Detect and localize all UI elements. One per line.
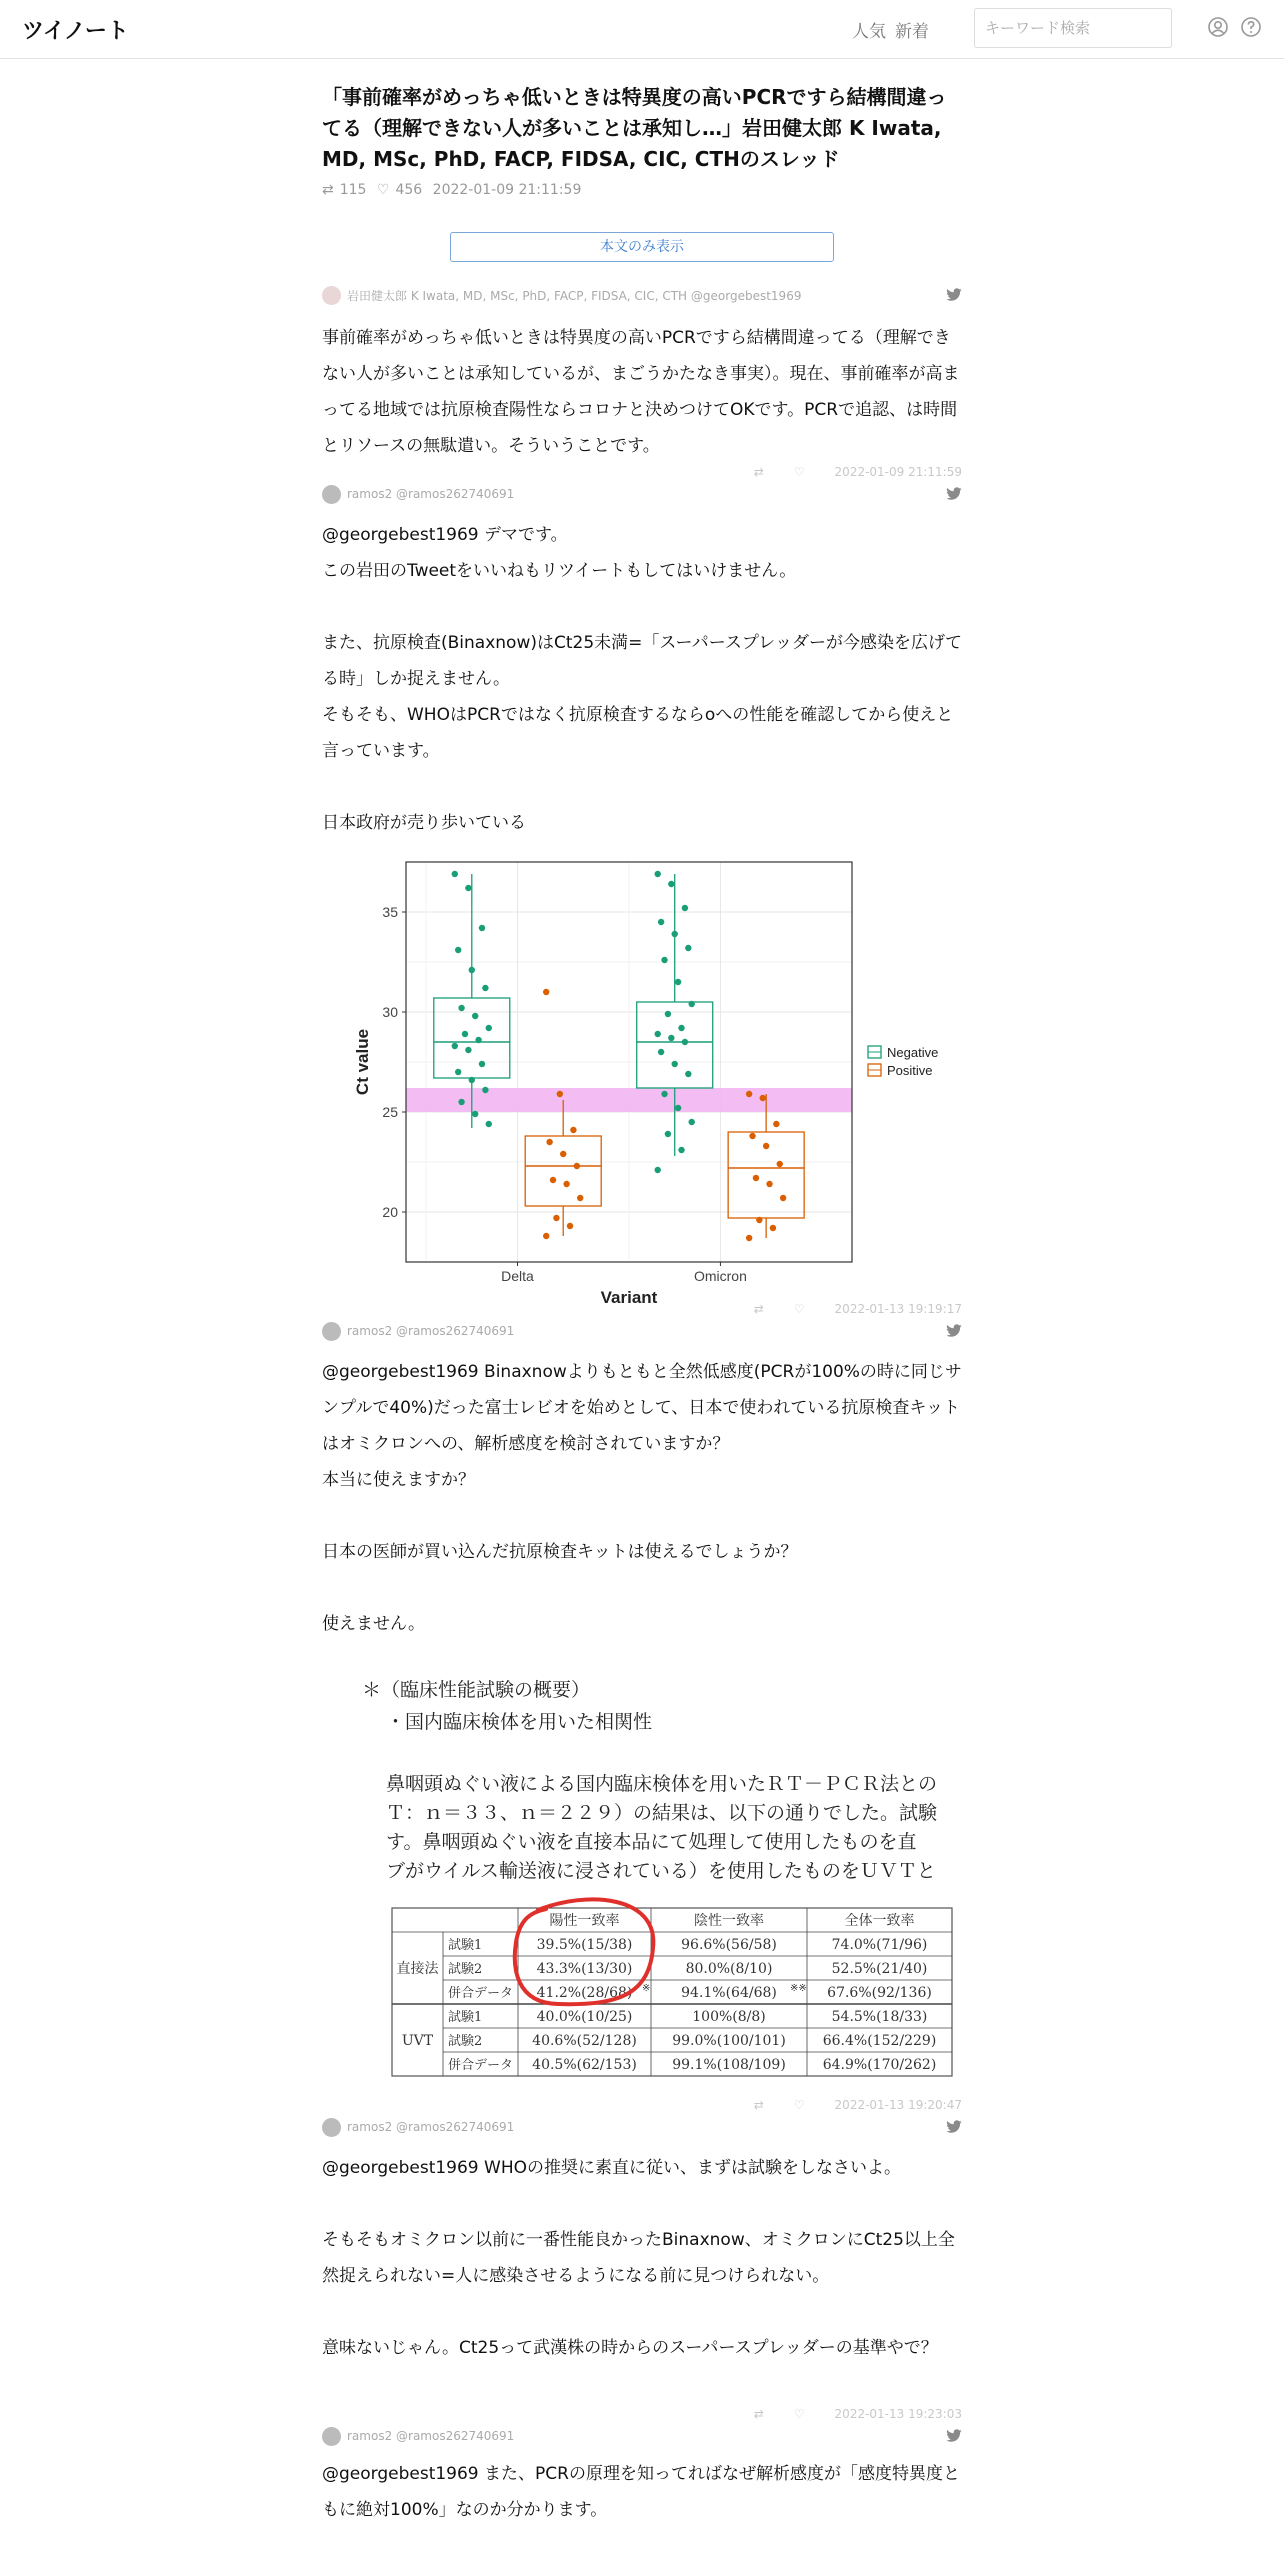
data-point — [753, 1175, 759, 1181]
avatar[interactable] — [322, 286, 341, 305]
data-point — [462, 1031, 468, 1037]
nav-popular[interactable]: 人気 — [852, 22, 886, 42]
y-tick-label: 30 — [382, 1004, 398, 1020]
ct-value-boxplot — [352, 850, 972, 1310]
data-point — [543, 989, 549, 995]
retweet-icon[interactable]: ⇄ — [753, 465, 764, 479]
like-count: 456 — [395, 182, 423, 198]
data-point — [479, 1061, 485, 1067]
retweet-icon: ⇄ — [322, 182, 334, 198]
y-axis-label: Ct value — [353, 1028, 372, 1096]
table-cell: 80.0%(8/10) — [685, 1961, 773, 1977]
tweet-time[interactable]: 2022-01-13 19:23:03 — [834, 2407, 962, 2421]
avatar[interactable] — [322, 485, 341, 504]
data-point — [665, 1131, 671, 1137]
table-cell: 96.6%(56/58) — [681, 1937, 777, 1953]
data-point — [655, 1031, 661, 1037]
heart-icon[interactable]: ♡ — [793, 2098, 805, 2112]
x-tick-label: Delta — [501, 1268, 534, 1284]
excerpt-line: Ｔ：ｎ＝３３、ｎ＝２２９）の結果は、以下の通りでした。試験 — [386, 1802, 938, 1824]
table-cell: 52.5%(21/40) — [831, 1961, 928, 1977]
data-point — [672, 1061, 678, 1067]
tweet-text: @georgebest1969 デマです。 この岩田のTweetをいいねもリツイートもしてはいけません。 また、抗原検査(Binaxnow)はCt25未満=「スーパースプレッダーが今感染を広げてる時」しか捉えません。 そもそも、WHOはPCRではなく抗原検査するならoへの性能を確認してから使えと言っています。 日本政府が売り歩いている — [322, 525, 962, 833]
retweet-count: 115 — [339, 182, 367, 198]
table-header: 全体一致率 — [844, 1913, 915, 1929]
table-note-mark: ※※ — [790, 1983, 807, 1994]
tweet-author[interactable]: ramos2 @ramos262740691 — [347, 2429, 515, 2443]
tweet-text: @georgebest1969 WHOの推奨に素直に従い、まずは試験をしなさいよ。 そもそもオミクロン以前に一番性能良かったBinaxnow、オミクロンにCt25以上全然捉えられない=人に感染させるようになる前に見つけられない。 意味ないじゃん。Ct25って武漢株の時からのスーパースプレッダーの基準やで？ — [322, 2158, 955, 2358]
data-point — [675, 979, 681, 985]
data-point — [465, 885, 471, 891]
twitter-bird-icon[interactable] — [946, 288, 962, 302]
data-point — [557, 1091, 563, 1097]
twitter-bird-icon[interactable] — [946, 487, 962, 501]
thread-datetime: 2022-01-09 21:11:59 — [432, 182, 582, 198]
data-point — [458, 1005, 464, 1011]
table-cell: 40.5%(62/153) — [532, 2057, 637, 2073]
help-icon[interactable] — [1240, 16, 1262, 38]
thread-meta — [322, 182, 587, 198]
data-point — [543, 1233, 549, 1239]
tweet-author[interactable]: 岩田健太郎 K Iwata, MD, MSc, PhD, FACP, FIDSA, CIC, CTH @georgebest1969 — [347, 288, 802, 303]
table-group-label: UVT — [401, 2033, 434, 2049]
data-point — [469, 1077, 475, 1083]
data-point — [678, 1025, 684, 1031]
data-point — [689, 1001, 695, 1007]
tweet-time[interactable]: 2022-01-09 21:11:59 — [834, 465, 962, 479]
tweet-meta — [322, 1302, 962, 1320]
ct25-highlight-band — [406, 1088, 852, 1112]
nav-new[interactable]: 新着 — [895, 22, 929, 42]
tweet-author[interactable]: ramos2 @ramos262740691 — [347, 1324, 515, 1338]
excerpt-heading: ＊（臨床性能試験の概要） — [362, 1679, 591, 1701]
data-point — [553, 1215, 559, 1221]
table-cell: 39.5%(15/38) — [536, 1937, 633, 1953]
table-cell: 54.5%(18/33) — [831, 2009, 928, 2025]
heart-icon[interactable]: ♡ — [793, 1302, 805, 1316]
data-point — [472, 1013, 478, 1019]
data-point — [763, 1143, 769, 1149]
table-row-label: 試験2 — [448, 2034, 483, 2049]
data-point — [455, 1069, 461, 1075]
data-point — [661, 957, 667, 963]
data-point — [455, 947, 461, 953]
tweet-author-row — [322, 284, 801, 306]
data-point — [452, 1043, 458, 1049]
data-point — [685, 945, 691, 951]
data-point — [655, 871, 661, 877]
tweet-author-row — [322, 483, 514, 505]
table-note-mark: ※ — [642, 1983, 651, 1994]
data-point — [756, 1217, 762, 1223]
body-only-button[interactable]: 本文のみ表示 — [450, 232, 834, 262]
tweet-author[interactable]: ramos2 @ramos262740691 — [347, 487, 515, 501]
table-cell: 40.6%(52/128) — [532, 2033, 637, 2049]
data-point — [780, 1195, 786, 1201]
excerpt-line: す。鼻咽頭ぬぐい液を直接本品にて処理して使用したものを直 — [386, 1831, 917, 1853]
tweet-time[interactable]: 2022-01-13 19:19:17 — [834, 1302, 962, 1316]
table-header: 陽性一致率 — [549, 1913, 620, 1929]
data-point — [567, 1223, 573, 1229]
data-point — [465, 1047, 471, 1053]
data-point — [563, 1181, 569, 1187]
data-point — [452, 871, 458, 877]
twitter-bird-icon[interactable] — [946, 2429, 962, 2443]
data-point — [672, 931, 678, 937]
tweet-meta — [322, 2098, 962, 2116]
data-point — [760, 1095, 766, 1101]
table-row-label: 併合データ — [448, 1986, 514, 2001]
data-point — [678, 1147, 684, 1153]
table-cell: 100%(8/8) — [692, 2009, 766, 2025]
data-point — [655, 1167, 661, 1173]
data-point — [766, 1181, 772, 1187]
thread-title: 「事前確率がめっちゃ低いときは特異度の高いPCRですら結構間違ってる（理解できない人が多いことは承知し…」岩田健太郎 K Iwata, MD, MSc, PhD, FACP, FIDSA, CIC, CTHのスレッド — [322, 85, 947, 171]
avatar[interactable] — [322, 2427, 341, 2446]
y-tick-label: 35 — [382, 904, 398, 920]
retweet-icon[interactable]: ⇄ — [753, 2407, 764, 2421]
data-point — [749, 1133, 755, 1139]
data-point — [773, 1121, 779, 1127]
x-axis-label: Variant — [600, 1288, 658, 1307]
data-point — [770, 1225, 776, 1231]
legend-label: Negative — [887, 1045, 939, 1060]
table-cell: 99.0%(100/101) — [672, 2033, 786, 2049]
excerpt-line: ブがウイルス輸送液に浸されている）を使用したものをＵＶＴと — [386, 1860, 936, 1882]
avatar[interactable] — [322, 2118, 341, 2137]
search-input[interactable] — [974, 8, 1172, 48]
data-point — [482, 985, 488, 991]
top-bar — [0, 0, 1284, 59]
table-group-label: 直接法 — [396, 1961, 439, 1977]
twitter-bird-icon[interactable] — [946, 1324, 962, 1338]
table-cell: 43.3%(13/30) — [536, 1961, 633, 1977]
retweet-icon[interactable]: ⇄ — [753, 1302, 764, 1316]
excerpt-subheading: ・国内臨床検体を用いた相関性 — [386, 1711, 653, 1733]
data-point — [661, 1091, 667, 1097]
kit-performance-excerpt — [362, 1666, 962, 2090]
data-point — [675, 1105, 681, 1111]
data-point — [458, 1099, 464, 1105]
data-point — [746, 1235, 752, 1241]
data-point — [469, 967, 475, 973]
tweet-text: 事前確率がめっちゃ低いときは特異度の高いPCRですら結構間違ってる（理解できない人が多いことは承知しているが、まごうかたなき事実）。現在、事前確率が高まってる地域では抗原検査陽性ならコロナと決めつけてOKです。PCRで追認、は時間とリソースの無駄遣い。そういうことです。 — [322, 328, 960, 456]
user-icon[interactable] — [1207, 16, 1229, 38]
data-point — [486, 1121, 492, 1127]
data-point — [475, 1037, 481, 1043]
excerpt-line: 鼻咽頭ぬぐい液による国内臨床検体を用いたＲＴ－ＰＣＲ法との — [386, 1773, 938, 1795]
y-tick-label: 20 — [382, 1204, 398, 1220]
data-point — [777, 1161, 783, 1167]
data-point — [486, 1025, 492, 1031]
table-cell: 41.2%(28/68) — [536, 1985, 633, 2001]
data-point — [658, 1049, 664, 1055]
table-cell: 99.1%(108/109) — [672, 2057, 786, 2073]
data-point — [574, 1163, 580, 1169]
table-cell: 67.6%(92/136) — [827, 1985, 932, 2001]
data-point — [665, 1011, 671, 1017]
data-point — [689, 1119, 695, 1125]
table-row-label: 試験2 — [448, 1962, 483, 1977]
data-point — [560, 1151, 566, 1157]
tweet-time[interactable]: 2022-01-13 19:20:47 — [834, 2098, 962, 2112]
data-point — [479, 925, 485, 931]
tweet-text: @georgebest1969 Binaxnowよりもともと全然低感度(PCRが100%の時に同じサンプルで40%)だった富士レビオを始めとして、日本で使われている抗原検査キットはオミクロンへの、解析感度を検討されていますか？ 本当に使えますか？ 日本の医師が買い込んだ抗原検査キットは使えるでしょうか？ 使えません。 — [322, 1362, 962, 1634]
data-point — [482, 1087, 488, 1093]
data-point — [472, 1111, 478, 1117]
retweet-icon[interactable]: ⇄ — [753, 2098, 764, 2112]
table-cell: 66.4%(152/229) — [822, 2033, 937, 2049]
y-tick-label: 25 — [382, 1104, 398, 1120]
heart-icon: ♡ — [376, 182, 390, 198]
heart-icon[interactable]: ♡ — [793, 2407, 805, 2421]
tweet-meta — [322, 2407, 962, 2425]
data-point — [546, 1139, 552, 1145]
table-row-label: 併合データ — [448, 2058, 514, 2073]
table-cell: 40.0%(10/25) — [536, 2009, 633, 2025]
tweet-author[interactable]: ramos2 @ramos262740691 — [347, 2120, 515, 2134]
data-point — [668, 881, 674, 887]
heart-icon[interactable]: ♡ — [793, 465, 805, 479]
data-point — [577, 1195, 583, 1201]
table-header: 陰性一致率 — [694, 1913, 764, 1929]
data-point — [746, 1091, 752, 1097]
x-tick-label: Omicron — [693, 1268, 747, 1284]
data-point — [685, 1071, 691, 1077]
table-cell: 74.0%(71/96) — [831, 1937, 928, 1953]
table-cell: 64.9%(170/262) — [822, 2057, 937, 2073]
data-point — [570, 1127, 576, 1133]
data-point — [682, 905, 688, 911]
table-cell: 94.1%(64/68) — [681, 1985, 777, 2001]
site-logo[interactable]: ツイノート — [22, 19, 129, 44]
data-point — [668, 1035, 674, 1041]
legend-label: Positive — [887, 1063, 933, 1078]
tweet-text: @georgebest1969 また、PCRの原理を知ってればなぜ解析感度が「感度特異度ともに絶対100%」なのか分かります。 — [322, 2464, 960, 2520]
data-point — [550, 1177, 556, 1183]
tweet-meta — [322, 465, 962, 483]
tweet-author-row — [322, 1320, 514, 1342]
data-point — [682, 1039, 688, 1045]
data-point — [658, 919, 664, 925]
tweet-author-row — [322, 2425, 514, 2447]
table-row-label: 試験1 — [448, 2010, 483, 2025]
avatar[interactable] — [322, 1322, 341, 1341]
table-row-label: 試験1 — [448, 1938, 483, 1953]
twitter-bird-icon[interactable] — [946, 2120, 962, 2134]
tweet-author-row — [322, 2116, 514, 2138]
